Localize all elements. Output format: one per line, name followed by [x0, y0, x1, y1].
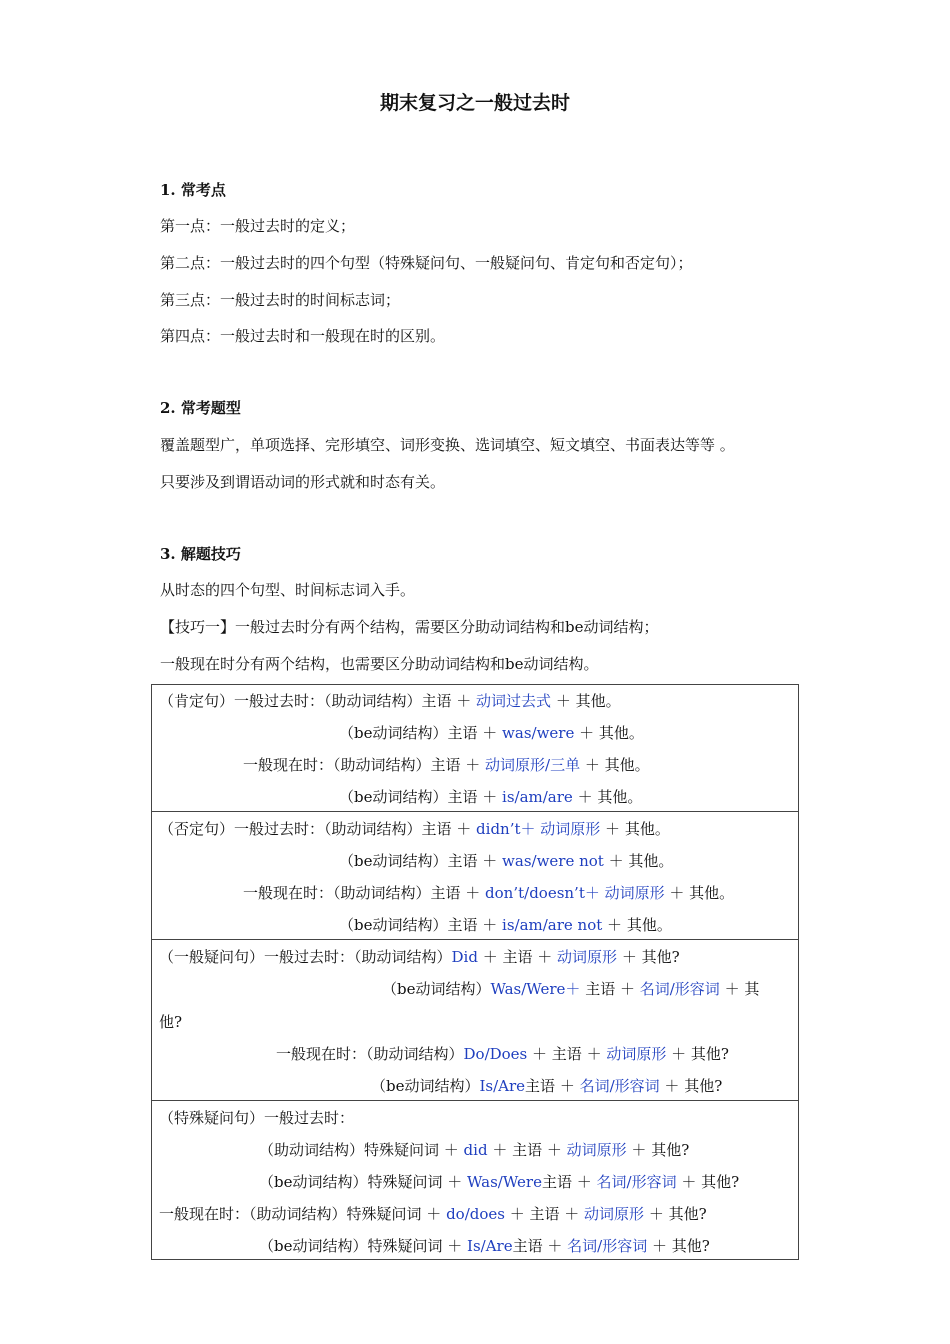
- row-divider: [152, 811, 798, 812]
- text: ＋ 其他。: [602, 916, 672, 934]
- text: 他?: [159, 1013, 183, 1031]
- paragraph: 覆盖题型广，单项选择、完形填空、词形变换、选词填空、短文填空、书面表达等等 。: [160, 436, 735, 454]
- highlight: 动词原形: [584, 1205, 645, 1223]
- text: ＋ 其他。: [551, 692, 621, 710]
- text: （be动词结构）特殊疑问词 ＋: [259, 1173, 468, 1191]
- text: （be动词结构）主语 ＋: [339, 724, 503, 742]
- table-line: [243, 754, 650, 775]
- text: 一般现在时：: [159, 1205, 250, 1223]
- text: ＋ 其他。: [600, 820, 670, 838]
- text: ＋ 其他?: [644, 1205, 707, 1223]
- paragraph: 第一点：一般过去时的定义；: [160, 217, 356, 235]
- section-3-heading: 3. 解题技巧: [160, 545, 241, 563]
- highlight: 名词/形容词: [596, 1173, 677, 1191]
- table-line: [159, 1011, 182, 1032]
- paragraph: 第二点：一般过去时的四个句型（特殊疑问句、一般疑问句、肯定句和否定句）；: [160, 254, 693, 272]
- section-2-heading: 2. 常考题型: [160, 399, 241, 417]
- table-line: [159, 946, 680, 967]
- text: ＋ 其他?: [617, 948, 680, 966]
- highlight: Was/Were＋: [490, 980, 581, 998]
- text: （助动词结构）特殊疑问词 ＋: [259, 1141, 464, 1159]
- table-line: [243, 882, 734, 903]
- paragraph: 只要涉及到谓语动词的形式就和时态有关。: [160, 473, 446, 491]
- highlight: is/am/are: [502, 788, 573, 806]
- highlight: Do/Does: [463, 1045, 528, 1063]
- page-title: 期末复习之一般过去时: [379, 92, 570, 114]
- paragraph: 一般现在时分有两个结构，也需要区分助动词结构和be动词结构。: [160, 655, 599, 673]
- highlight: is/am/are not: [502, 916, 603, 934]
- highlight: did: [463, 1141, 488, 1159]
- highlight: 动词原形: [557, 948, 618, 966]
- text: （be动词结构）主语 ＋: [339, 916, 503, 934]
- table-line: [259, 1171, 739, 1192]
- table-line: [159, 1107, 354, 1128]
- table-line: [339, 722, 644, 743]
- table-line: [259, 1139, 689, 1160]
- table-line: [382, 978, 759, 999]
- highlight: Is/Are: [467, 1237, 513, 1255]
- table-line: [339, 850, 673, 871]
- highlight: was/were not: [502, 852, 604, 870]
- text: （be动词结构）主语 ＋: [339, 852, 503, 870]
- table-line: [276, 1043, 729, 1064]
- text: 主语 ＋: [525, 1077, 580, 1095]
- paragraph: 从时态的四个句型、时间标志词入手。: [160, 581, 416, 599]
- highlight: 名词/形容词: [639, 980, 720, 998]
- text: （否定句）一般过去时：（助动词结构）主语 ＋: [159, 820, 477, 838]
- highlight: 动词过去式: [476, 692, 552, 710]
- table-line: [159, 690, 621, 711]
- text: ＋ 其他?: [666, 1045, 729, 1063]
- highlight: was/were: [502, 724, 575, 742]
- text: ＋ 其他。: [580, 756, 650, 774]
- table-line: [159, 1203, 707, 1224]
- paragraph: 第四点：一般过去时和一般现在时的区别。: [160, 327, 446, 345]
- row-divider: [152, 939, 798, 940]
- text: ＋ 其他?: [626, 1141, 690, 1159]
- row-divider: [152, 1100, 798, 1101]
- highlight: 动词原形: [606, 1045, 667, 1063]
- text: ＋ 主语 ＋: [504, 1205, 585, 1223]
- paragraph: 【技巧一】一般过去时分有两个结构，需要区分助动词结构和be动词结构；: [160, 618, 659, 636]
- tense-structure-table: [151, 684, 799, 1260]
- text: ＋ 其他?: [676, 1173, 740, 1191]
- text: ＋ 其他。: [572, 788, 643, 806]
- text: （助动词结构）特殊疑问词 ＋: [249, 1205, 447, 1223]
- text: ＋ 其他。: [664, 884, 735, 902]
- text: ＋ 其他?: [659, 1077, 723, 1095]
- highlight: didn’t＋ 动词原形: [476, 820, 601, 838]
- table-line: [371, 1075, 722, 1096]
- highlight: 动词原形: [566, 1141, 627, 1159]
- highlight: 动词原形/三单: [485, 756, 581, 774]
- text: （特殊疑问句）一般过去时：: [159, 1109, 355, 1127]
- highlight: do/does: [446, 1205, 505, 1223]
- text: ＋ 其他。: [574, 724, 644, 742]
- table-line: [159, 818, 670, 839]
- highlight: 名词/形容词: [579, 1077, 660, 1095]
- highlight: Did: [451, 948, 478, 966]
- text: ＋ 主语 ＋: [527, 1045, 607, 1063]
- table-line: [339, 914, 672, 935]
- text: 主语 ＋: [580, 980, 640, 998]
- text: 主语 ＋: [512, 1237, 568, 1255]
- text: 主语 ＋: [541, 1173, 597, 1191]
- highlight: don’t/doesn’t＋ 动词原形: [485, 884, 665, 902]
- highlight: Was/Were: [467, 1173, 542, 1191]
- text: ＋ 主语 ＋: [487, 1141, 567, 1159]
- text: （be动词结构）特殊疑问词 ＋: [259, 1237, 468, 1255]
- text: （be动词结构）: [371, 1077, 480, 1095]
- section-1-heading: 1. 常考点: [160, 181, 226, 199]
- text: ＋ 其: [719, 980, 760, 998]
- text: （肯定句）一般过去时：（助动词结构）主语 ＋: [159, 692, 477, 710]
- text: ＋ 其他。: [603, 852, 674, 870]
- text: ＋ 其他?: [647, 1237, 710, 1255]
- text: 一般现在时：（助动词结构）主语 ＋: [243, 756, 486, 774]
- table-line: [259, 1235, 710, 1256]
- highlight: 名词/形容词: [567, 1237, 648, 1255]
- text: （be动词结构）主语 ＋: [339, 788, 503, 806]
- table-line: [339, 786, 642, 807]
- paragraph: 第三点：一般过去时的时间标志词；: [160, 291, 401, 309]
- text: 一般现在时：（助动词结构）主语 ＋: [243, 884, 486, 902]
- text: ＋ 主语 ＋: [477, 948, 558, 966]
- highlight: Is/Are: [479, 1077, 526, 1095]
- text: 一般现在时：（助动词结构）: [276, 1045, 464, 1063]
- text: （be动词结构）: [382, 980, 491, 998]
- text: （一般疑问句）一般过去时：（助动词结构）: [159, 948, 452, 966]
